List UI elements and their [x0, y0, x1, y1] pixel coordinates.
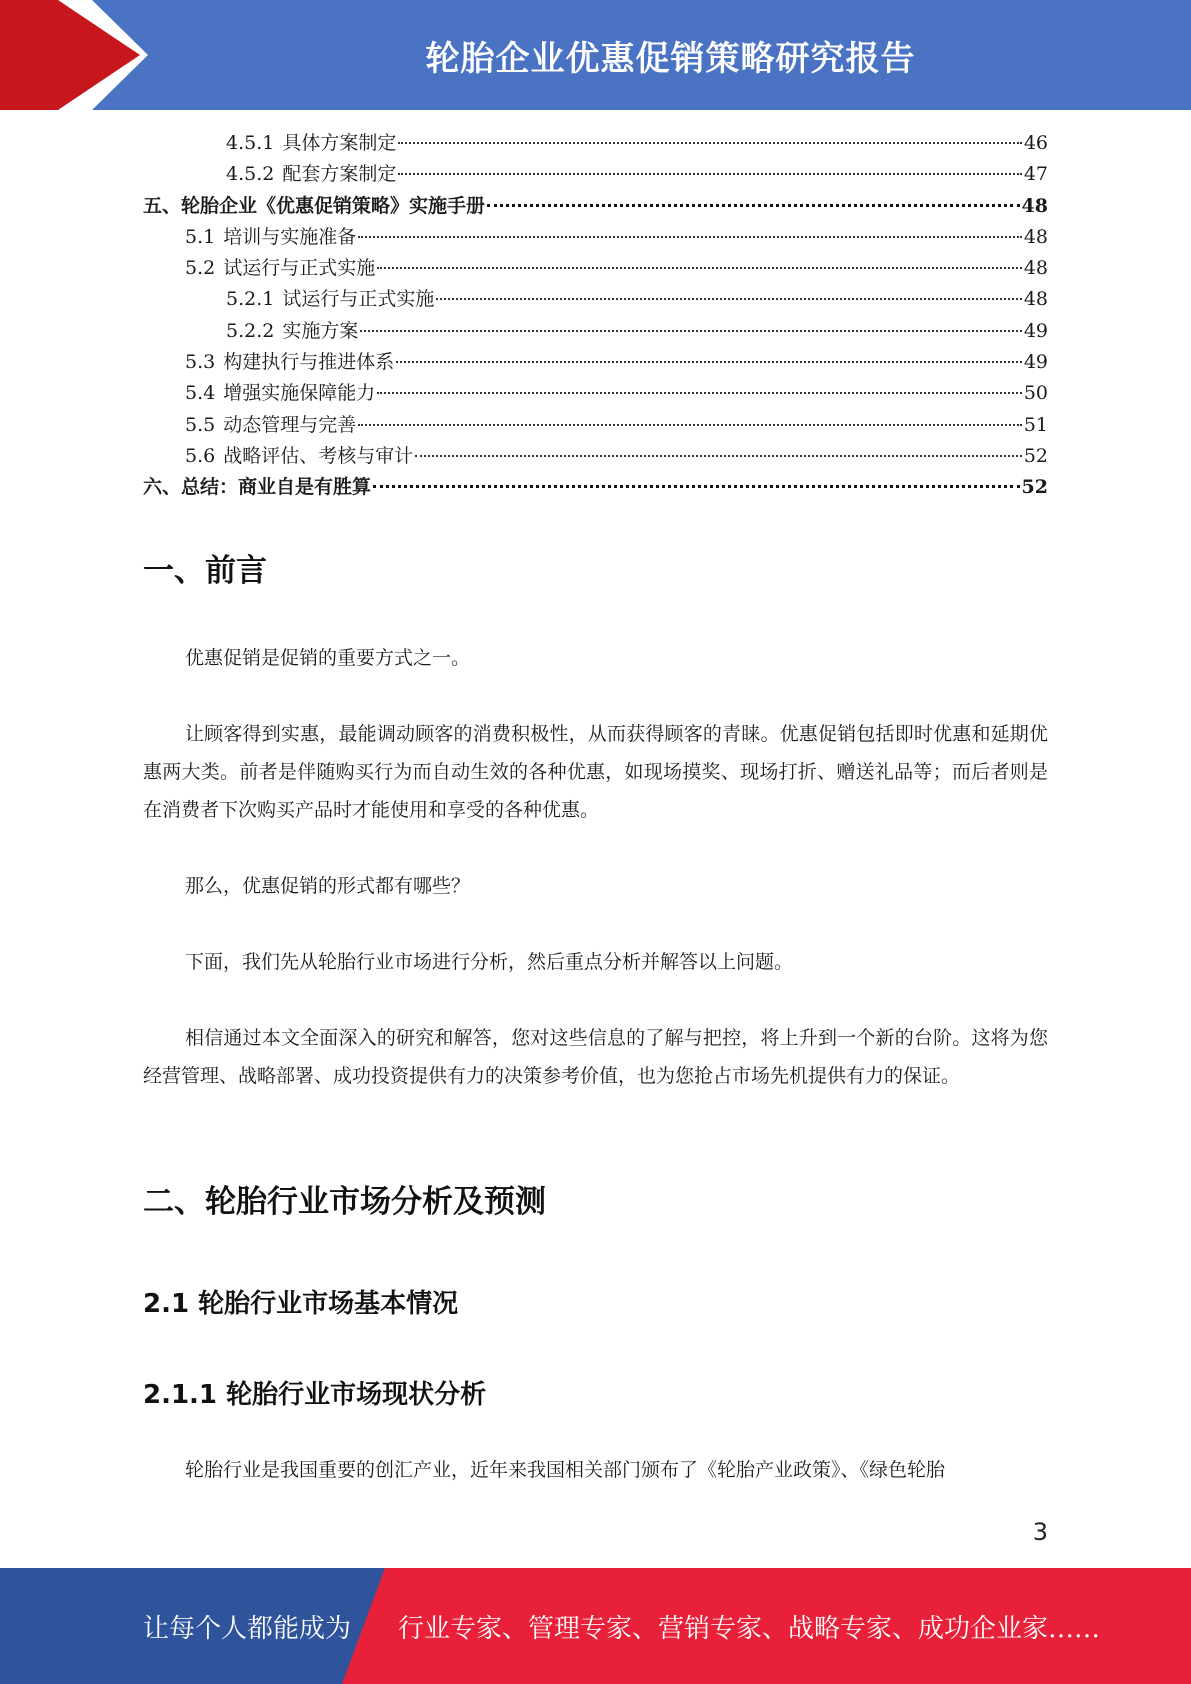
paragraph: 那么，优惠促销的形式都有哪些？ — [185, 875, 471, 897]
toc-entry[interactable] — [143, 441, 1048, 472]
toc-entry-number: 5.3 — [185, 351, 216, 374]
toc-entry-page: 46 — [1023, 132, 1048, 154]
toc-entry[interactable] — [143, 472, 1048, 503]
footer-slogan-right: 行业专家、管理专家、营销专家、战略专家、成功企业家…… — [398, 1613, 1101, 1644]
paragraph: 相信通过本文全面深入的研究和解答，您对这些信息的了解与把控，将上升到一个新的台阶。这将为您经营管理、战略部署、成功投资提供有力的决策参考价值，也为您抢占市场先机提供有力的保证。 — [143, 1027, 1048, 1087]
toc-dot-leader — [377, 392, 1022, 394]
footer-slogan-left: 让每个人都能成为 — [143, 1613, 352, 1644]
toc-dot-leader — [436, 298, 1021, 300]
toc-entry[interactable] — [143, 410, 1048, 441]
subsubsection-heading: 2.1.1 轮胎行业市场现状分析 — [143, 1380, 487, 1410]
toc-entry-title: 配套方案制定 — [282, 163, 397, 186]
toc-dot-leader — [377, 267, 1022, 269]
toc-dot-leader — [360, 330, 1021, 332]
toc-entry-page: 48 — [1023, 257, 1048, 280]
toc-entry-title: 动态管理与完善 — [223, 413, 357, 436]
toc-entry[interactable] — [143, 378, 1048, 409]
toc-entry-title: 实施方案 — [282, 319, 359, 342]
toc-entry-title: 六、总结：商业自是有胜算 — [143, 476, 372, 499]
toc-entry[interactable] — [143, 191, 1048, 222]
page-number: 3 — [1032, 1518, 1048, 1546]
table-of-contents — [143, 128, 1048, 504]
toc-entry-title: 具体方案制定 — [282, 132, 397, 154]
toc-entry-number: 5.1 — [185, 225, 216, 248]
subsection-heading: 2.1 轮胎行业市场基本情况 — [143, 1289, 459, 1319]
toc-dot-leader — [398, 173, 1021, 175]
toc-entry-title: 试运行与正式实施 — [223, 257, 376, 280]
toc-entry-number: 5.2.1 — [226, 288, 275, 311]
report-title: 轮胎企业优惠促销策略研究报告 — [425, 38, 916, 79]
toc-dot-leader — [373, 485, 1020, 488]
toc-entry-page: 50 — [1023, 382, 1048, 405]
toc-entry-number: 5.5 — [185, 413, 216, 436]
toc-dot-leader — [398, 142, 1021, 144]
toc-entry-title: 培训与实施准备 — [223, 225, 357, 248]
paragraph: 优惠促销是促销的重要方式之一。 — [185, 647, 471, 669]
toc-entry-page: 48 — [1023, 225, 1048, 248]
toc-entry-title: 构建执行与推进体系 — [223, 351, 395, 374]
toc-entry-number: 4.5.1 — [226, 132, 275, 154]
page-header — [0, 0, 1191, 110]
page-footer — [0, 1568, 1191, 1684]
toc-entry-page: 52 — [1023, 444, 1048, 467]
toc-entry-number: 4.5.2 — [226, 163, 275, 186]
paragraph: 下面，我们先从轮胎行业市场进行分析，然后重点分析并解答以上问题。 — [185, 951, 794, 973]
toc-entry-page: 47 — [1023, 163, 1048, 186]
paragraph: 轮胎行业是我国重要的创汇产业，近年来我国相关部门颁布了《轮胎产业政策》、《绿色轮胎 — [185, 1459, 946, 1481]
toc-entry[interactable] — [143, 253, 1048, 284]
toc-entry-page: 51 — [1023, 413, 1048, 436]
toc-entry-page: 49 — [1023, 319, 1048, 342]
toc-dot-leader — [358, 424, 1022, 426]
toc-entry-page: 48 — [1021, 194, 1048, 217]
toc-entry[interactable] — [143, 347, 1048, 378]
header-chevron-icon — [0, 0, 160, 110]
section-heading-preface: 一、前言 — [143, 553, 267, 589]
toc-entry-number: 5.4 — [185, 382, 216, 405]
toc-entry-title: 试运行与正式实施 — [282, 288, 435, 311]
toc-entry[interactable] — [143, 284, 1048, 315]
toc-entry-page: 48 — [1023, 288, 1048, 311]
toc-entry[interactable] — [143, 128, 1048, 159]
toc-entry-title: 五、轮胎企业《优惠促销策略》实施手册 — [143, 194, 486, 217]
toc-entry-page: 52 — [1021, 476, 1048, 499]
toc-entry[interactable] — [143, 222, 1048, 253]
toc-entry-title: 增强实施保障能力 — [223, 382, 376, 405]
toc-entry-number: 5.2 — [185, 257, 216, 280]
toc-dot-leader — [415, 455, 1022, 457]
toc-entry-page: 49 — [1023, 351, 1048, 374]
paragraph: 让顾客得到实惠，最能调动顾客的消费积极性，从而获得顾客的青睐。优惠促销包括即时优惠和延期优惠两大类。前者是伴随购买行为而自动生效的各种优惠，如现场摸奖、现场打折、赠送礼品等；而后者则是在消费者下次购买产品时才能使用和享受的各种优惠。 — [143, 723, 1048, 821]
toc-entry[interactable] — [143, 159, 1048, 190]
toc-dot-leader — [396, 361, 1022, 363]
toc-entry-title: 战略评估、考核与审计 — [223, 444, 414, 467]
toc-entry-number: 5.2.2 — [226, 319, 275, 342]
toc-dot-leader — [358, 236, 1022, 238]
toc-entry[interactable] — [143, 316, 1048, 347]
toc-entry-number: 5.6 — [185, 444, 216, 467]
toc-dot-leader — [487, 204, 1020, 207]
section-heading-market: 二、轮胎行业市场分析及预测 — [143, 1184, 546, 1220]
